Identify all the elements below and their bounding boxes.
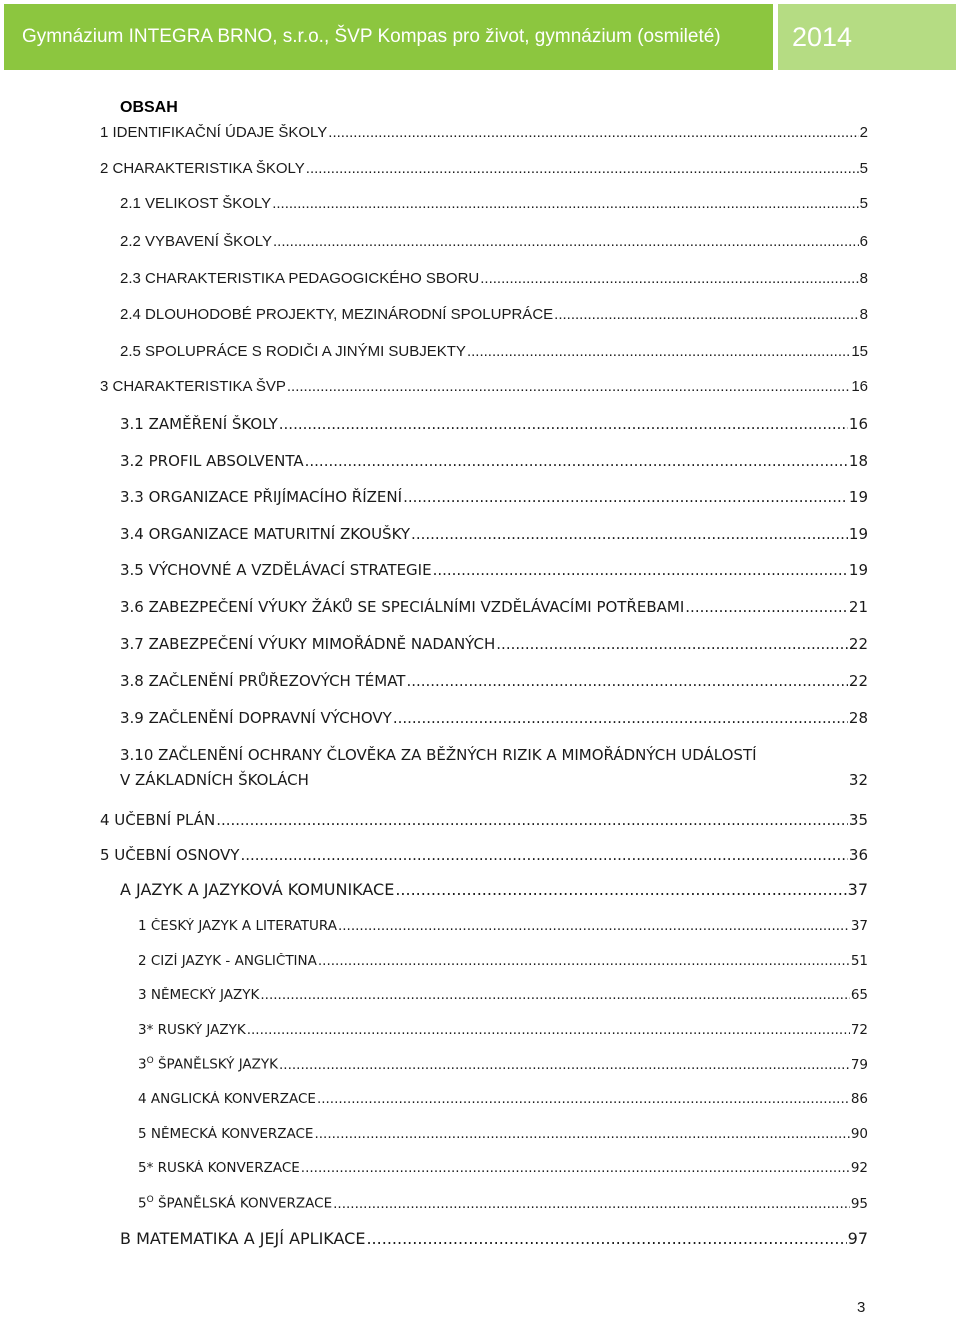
toc-entry[interactable]: 2 CIZÍ JAZYK - ANGLIČTINA ..... 51 <box>138 953 868 969</box>
toc-entry[interactable]: 3.6 ZABEZPEČENÍ VÝUKY ŽÁKŮ SE SPECIÁLNÍMI VZDĚLÁVACÍMI POTŘEBAMI ..... 21 <box>120 598 868 616</box>
toc-entry[interactable]: 2.3 CHARAKTERISTIKA PEDAGOGICKÉHO SBORU ..... 8 <box>120 270 868 287</box>
toc-entry[interactable]: A JAZYK A JAZYKOVÁ KOMUNIKACE ..... 37 <box>120 880 868 899</box>
toc-entry[interactable]: 1 IDENTIFIKAČNÍ ÚDAJE ŠKOLY ..... 2 <box>100 124 868 141</box>
toc-entry[interactable]: 3.5 VÝCHOVNÉ A VZDĚLÁVACÍ STRATEGIE ..... 19 <box>120 561 868 579</box>
header-title: Gymnázium INTEGRA BRNO, s.r.o., ŠVP Kompas pro život, gymnázium (osmileté) <box>4 4 773 70</box>
toc-entry[interactable]: 3.9 ZAČLENĚNÍ DOPRAVNÍ VÝCHOVY ..... 28 <box>120 709 868 727</box>
toc-entry[interactable]: $5^O$ ŠPANĚLSKÁ KONVERZACE ..... 95 <box>138 1195 868 1212</box>
toc-entry[interactable]: 2.1 VELIKOST ŠKOLY ..... 5 <box>120 195 868 212</box>
toc-entry[interactable]: 5 UČEBNÍ OSNOVY ..... 36 <box>100 846 868 864</box>
toc-entry[interactable]: 3 CHARAKTERISTIKA ŠVP ..... 16 <box>100 378 868 395</box>
toc-entry[interactable]: 4 ANGLICKÁ KONVERZACE ..... 86 <box>138 1091 868 1107</box>
toc-entry[interactable]: 3.3 ORGANIZACE PŘIJÍMACÍHO ŘÍZENÍ ..... 19 <box>120 488 868 506</box>
toc-entry[interactable]: B MATEMATIKA A JEJÍ APLIKACE ..... 97 <box>120 1229 868 1248</box>
toc-entry[interactable]: 2.4 DLOUHODOBÉ PROJEKTY, MEZINÁRODNÍ SPOLUPRÁCE ..... 8 <box>120 306 868 323</box>
toc-entry[interactable]: 5* RUSKÁ KONVERZACE ..... 92 <box>138 1160 868 1176</box>
toc-entry[interactable]: 2.5 SPOLUPRÁCE S RODIČI A JINÝMI SUBJEKTY ..... 15 <box>120 343 868 360</box>
toc-entry[interactable]: 1 ČESKÝ JAZYK A LITERATURA ..... 37 <box>138 918 868 934</box>
toc-title: OBSAH <box>120 99 178 116</box>
page-header <box>0 0 960 74</box>
toc-entry[interactable]: 2 CHARAKTERISTIKA ŠKOLY ..... 5 <box>100 160 868 177</box>
page-number: 3 <box>857 1299 866 1316</box>
toc-entry[interactable]: 3.8 ZAČLENĚNÍ PRŮŘEZOVÝCH TÉMAT ..... 22 <box>120 672 868 690</box>
toc-entry[interactable]: $3^O$ ŠPANĚLSKÝ JAZYK ..... 79 <box>138 1056 868 1073</box>
toc-entry[interactable]: 3.2 PROFIL ABSOLVENTA ..... 18 <box>120 452 868 470</box>
toc-entry[interactable]: 3.4 ORGANIZACE MATURITNÍ ZKOUŠKY ..... 19 <box>120 525 868 543</box>
toc-entry[interactable]: 3.7 ZABEZPEČENÍ VÝUKY MIMOŘÁDNĚ NADANÝCH ..... 22 <box>120 635 868 653</box>
toc-entry[interactable]: 3* RUSKÝ JAZYK ..... 72 <box>138 1022 868 1038</box>
toc-entry[interactable]: 5 NĚMECKÁ KONVERZACE ..... 90 <box>138 1126 868 1142</box>
header-year: 2014 <box>778 4 956 70</box>
toc-entry[interactable]: 3 NĚMECKÝ JAZYK ..... 65 <box>138 987 868 1003</box>
toc-entry[interactable]: 3.1 ZAMĚŘENÍ ŠKOLY ..... 16 <box>120 415 868 433</box>
toc-entry[interactable]: 4 UČEBNÍ PLÁN ..... 35 <box>100 811 868 829</box>
toc-entry[interactable]: 3.10 ZAČLENĚNÍ OCHRANY ČLOVĚKA ZA BĚŽNÝCH RIZIK A MIMOŘÁDNÝCH UDÁLOSTÍ V ZÁKLADNÍCH ŠKOLÁCH 32 <box>120 746 868 789</box>
toc-entry[interactable]: 2.2 VYBAVENÍ ŠKOLY ..... 6 <box>120 233 868 250</box>
